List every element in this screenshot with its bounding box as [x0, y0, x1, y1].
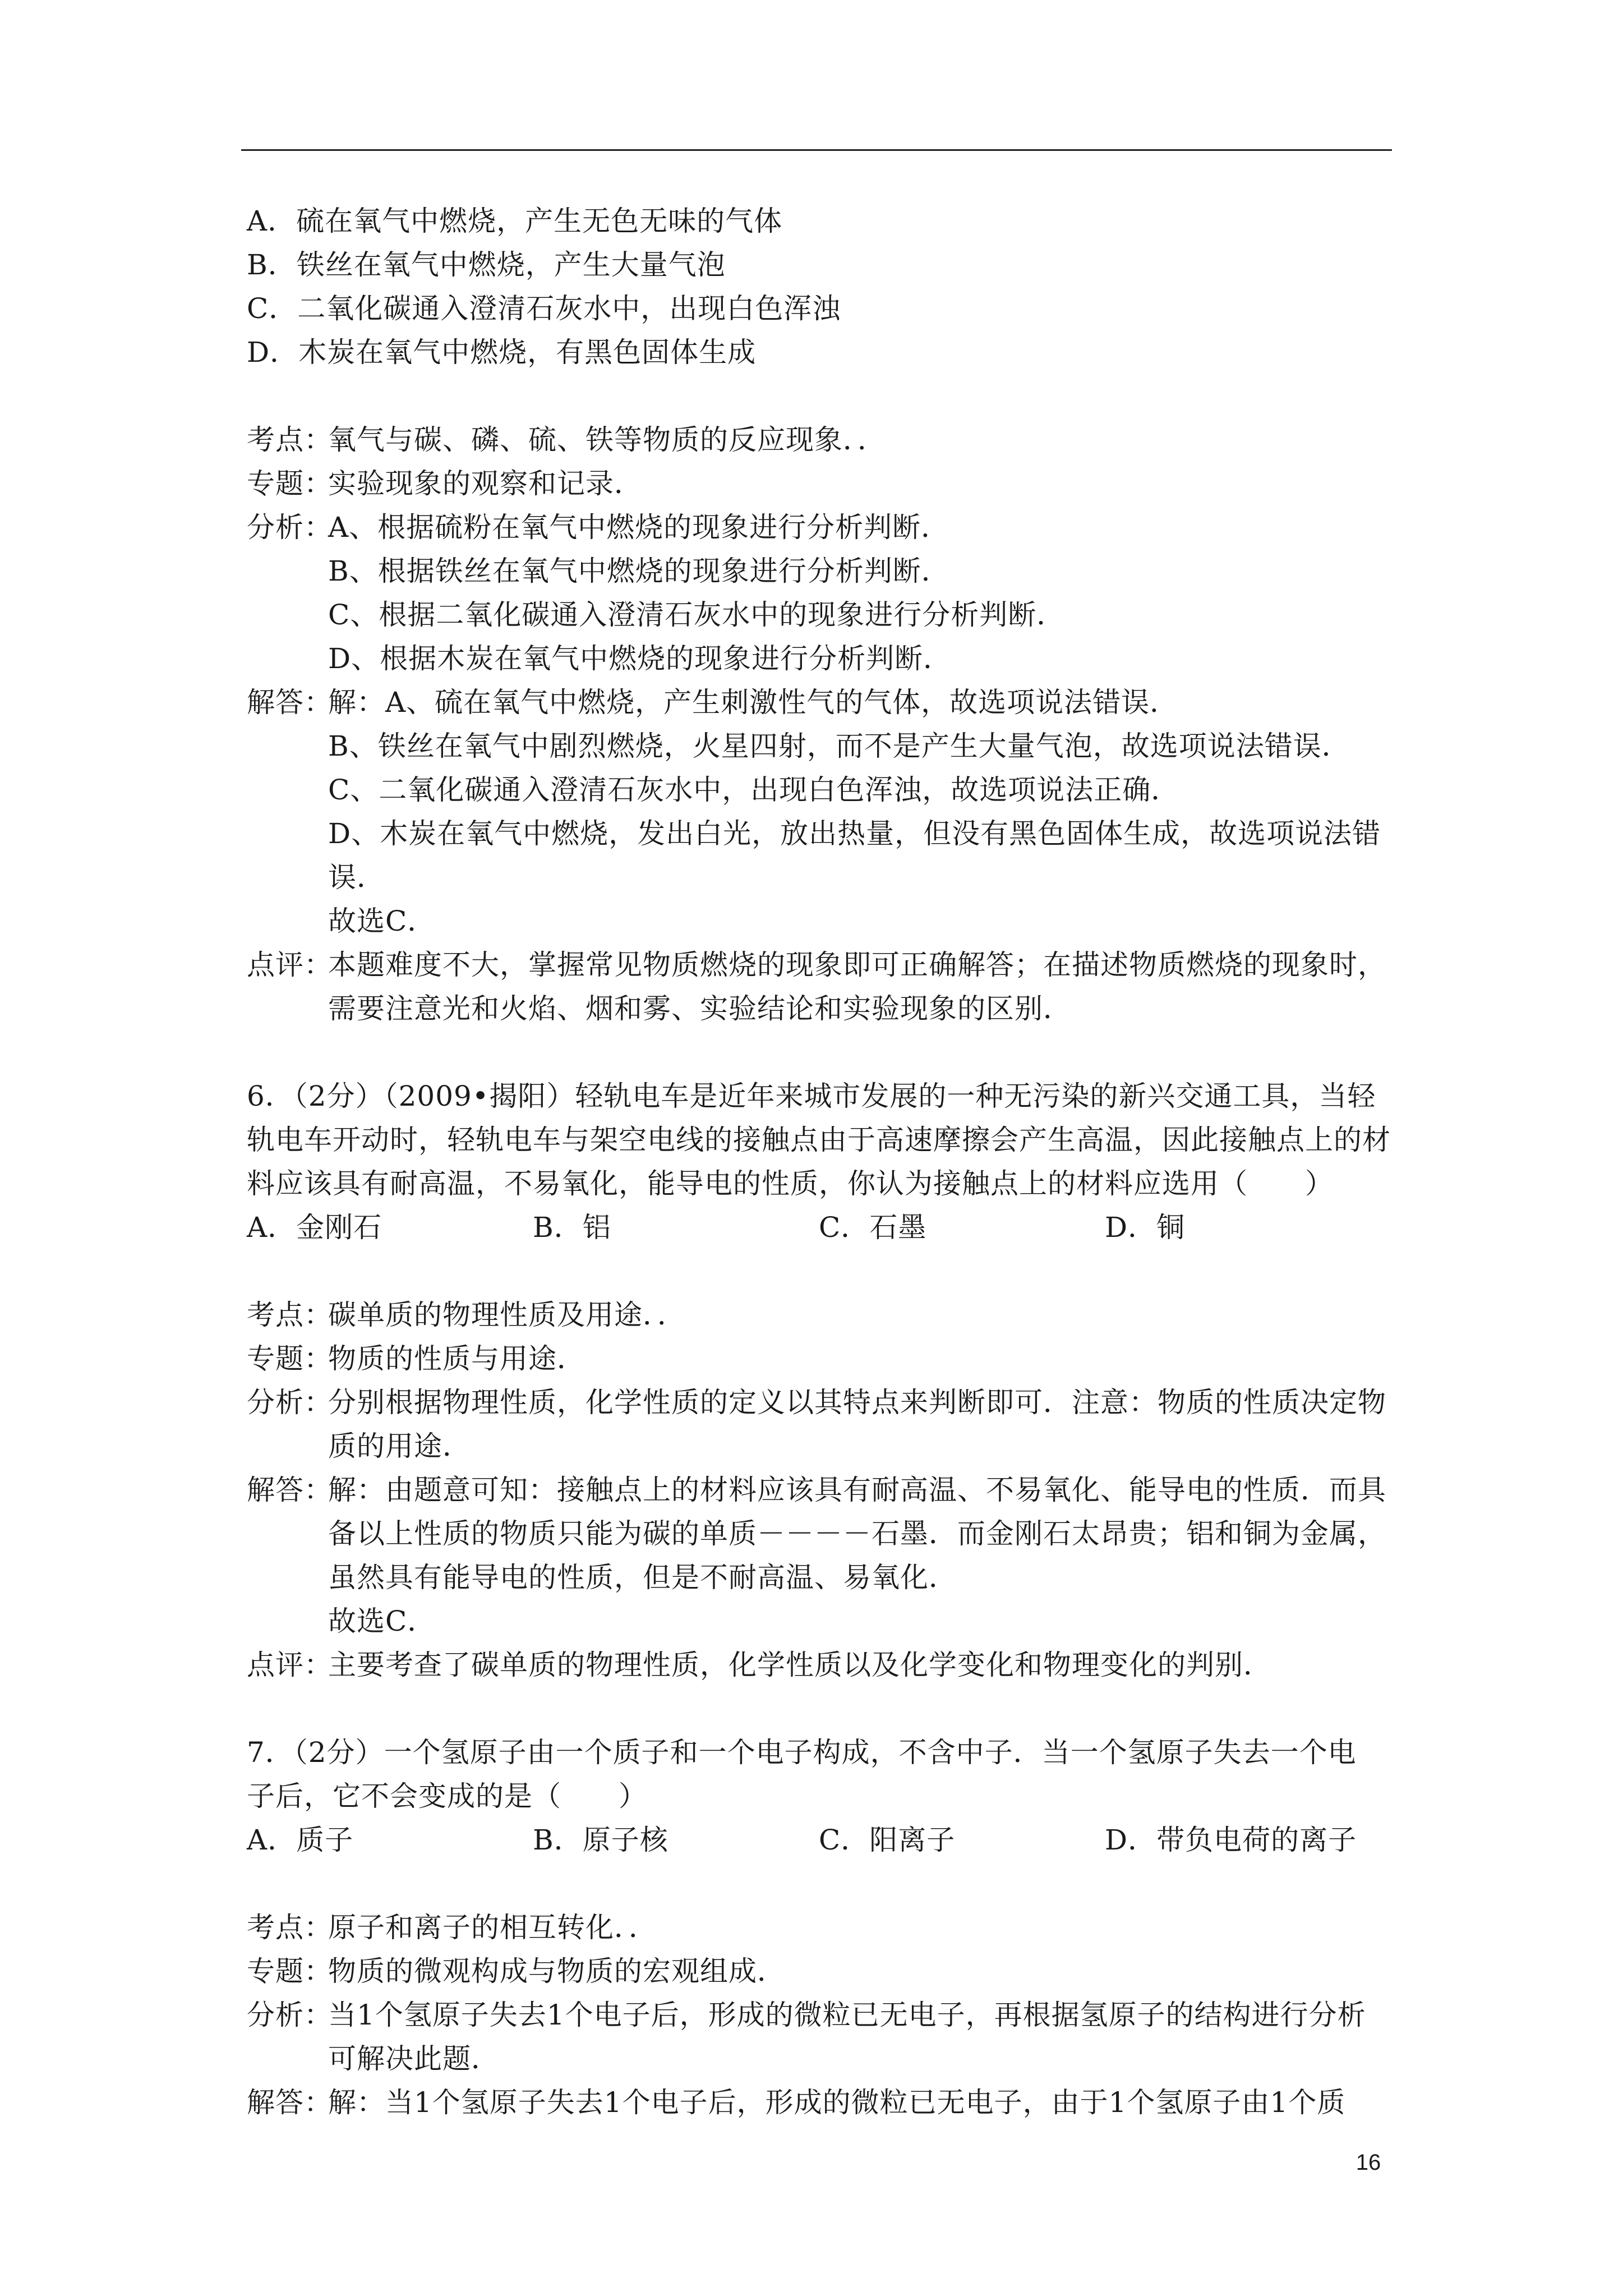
q6-option-d: D．铜 [1105, 1211, 1186, 1244]
jieda-line: B、铁丝在氧气中剧烈燃烧，火星四射，而不是产生大量气泡，故选项说法错误． [328, 730, 1350, 762]
q7-fenxi [247, 1993, 1392, 2037]
q6-option-c: C．石墨 [819, 1211, 927, 1244]
q6-fenxi [247, 1381, 1392, 1424]
q7-option-b: B．原子核 [533, 1824, 668, 1856]
q7-stem-line: 子后，它不会变成的是（ ） [247, 1780, 647, 1812]
q5-option-c: C．二氧化碳通入澄清石灰水中，出现白色浑浊 [247, 292, 841, 325]
jieda-line: 解：A、硫在氧气中燃烧，产生刺激性气的气体，故选项说法错误． [328, 686, 1179, 719]
q6-stem-line: 料应该具有耐高温，不易氧化，能导电的性质，你认为接触点上的材料应选用（ ） [247, 1167, 1334, 1200]
jieda-line: 虽然具有能导电的性质，但是不耐高温、易氧化． [328, 1561, 957, 1594]
q7-jieda [247, 2081, 1392, 2124]
fenxi-line: B、根据铁丝在氧气中燃烧的现象进行分析判断． [328, 555, 950, 587]
jieda-label: 解答： [247, 2086, 333, 2119]
spacer [247, 374, 1392, 418]
zhuanti-label: 专题： [247, 1955, 333, 1987]
spacer [247, 1862, 1392, 1906]
dianping-line: 本题难度不大，掌握常见物质燃烧的现象即可正确解答；在描述物质燃烧的现象时， [328, 949, 1386, 981]
q5-jieda [247, 680, 1392, 724]
kaodian-text: 碳单质的物理性质及用途．． [328, 1299, 686, 1331]
q7-options [247, 1818, 1392, 1862]
header-divider [241, 149, 1392, 151]
jieda-label: 解答： [247, 1474, 333, 1506]
q5-option-a: A．硫在氧气中燃烧，产生无色无味的气体 [247, 205, 783, 237]
spacer [247, 1249, 1392, 1293]
q6-stem-line: 6．（2分）（2009•揭阳）轻轨电车是近年来城市发展的一种无污染的新兴交通工具，当轻 [247, 1080, 1376, 1112]
q6-zhuanti [247, 1337, 1392, 1381]
kaodian-label: 考点： [247, 1299, 333, 1331]
jieda-line: D、木炭在氧气中燃烧，发出白光，放出热量，但没有黑色固体生成，故选项说法错 [328, 817, 1381, 850]
dianping-text: 主要考查了碳单质的物理性质，化学性质以及化学变化和物理变化的判别． [328, 1649, 1272, 1681]
kaodian-text: 原子和离子的相互转化．． [328, 1911, 657, 1944]
q6-stem-line: 轨电车开动时，轻轨电车与架空电线的接触点由于高速摩擦会产生高温，因此接触点上的材 [247, 1124, 1391, 1156]
fenxi-label: 分析： [247, 1386, 333, 1419]
jieda-line: 解：由题意可知：接触点上的材料应该具有耐高温、不易氧化、能导电的性质．而具 [328, 1474, 1386, 1506]
q6-option-a: A．金刚石 [247, 1211, 382, 1244]
fenxi-line: 分别根据物理性质，化学性质的定义以其特点来判断即可．注意：物质的性质决定物 [328, 1386, 1386, 1419]
q7-stem-line: 7．（2分）一个氢原子由一个质子和一个电子构成，不含中子．当一个氢原子失去一个电 [247, 1736, 1357, 1769]
dianping-label: 点评： [247, 949, 333, 981]
spacer [247, 1687, 1392, 1731]
zhuanti-text: 物质的微观构成与物质的宏观组成． [328, 1955, 786, 1987]
q7-option-a: A．质子 [247, 1824, 354, 1856]
q5-zhuanti [247, 462, 1392, 505]
fenxi-line: 当1个氢原子失去1个电子后，形成的微粒已无电子，再根据氢原子的结构进行分析 [328, 1999, 1366, 2031]
q6-option-b: B．铝 [533, 1211, 611, 1244]
jieda-label: 解答： [247, 686, 333, 719]
q7-kaodian [247, 1906, 1392, 1949]
fenxi-line: C、根据二氧化碳通入澄清石灰水中的现象进行分析判断． [328, 599, 1066, 631]
page-content [247, 199, 1392, 2124]
q6-dianping [247, 1643, 1392, 1687]
fenxi-line: 质的用途． [328, 1430, 471, 1462]
q6-options [247, 1205, 1392, 1249]
fenxi-line: 可解决此题． [328, 2042, 500, 2075]
fenxi-line: A、根据硫粉在氧气中燃烧的现象进行分析判断． [328, 511, 950, 544]
fenxi-line: D、根据木炭在氧气中燃烧的现象进行分析判断． [328, 642, 952, 675]
page-number: 16 [1355, 2150, 1381, 2175]
zhuanti-text: 物质的性质与用途． [328, 1342, 585, 1375]
q7-block [247, 1731, 1392, 2124]
fenxi-label: 分析： [247, 511, 333, 544]
jieda-answer: 故选C． [328, 905, 436, 937]
jieda-line: 误． [328, 861, 385, 894]
jieda-text: 解：当1个氢原子失去1个电子后，形成的微粒已无电子，由于1个氢原子由1个质 [328, 2086, 1346, 2119]
q5-fenxi [247, 505, 1392, 549]
q6-jieda [247, 1468, 1392, 1512]
fenxi-label: 分析： [247, 1999, 333, 2031]
q5-kaodian [247, 418, 1392, 462]
q5-dianping [247, 943, 1392, 987]
q6-kaodian [247, 1293, 1392, 1337]
q7-option-c: C．阳离子 [819, 1824, 956, 1856]
jieda-answer: 故选C． [328, 1605, 436, 1637]
dianping-line: 需要注意光和火焰、烟和雾、实验结论和实验现象的区别． [328, 992, 1072, 1025]
kaodian-label: 考点： [247, 1911, 333, 1944]
spacer [247, 1030, 1392, 1074]
zhuanti-label: 专题： [247, 467, 333, 500]
kaodian-text: 氧气与碳、磷、硫、铁等物质的反应现象．． [328, 424, 886, 456]
jieda-line: C、二氧化碳通入澄清石灰水中，出现白色浑浊，故选项说法正确． [328, 774, 1180, 806]
q7-zhuanti [247, 1949, 1392, 1993]
jieda-line: 备以上性质的物质只能为碳的单质－－－－石墨．而金刚石太昂贵；铝和铜为金属， [328, 1517, 1386, 1550]
dianping-label: 点评： [247, 1649, 333, 1681]
q6-block [247, 1074, 1392, 1687]
q7-option-d: D．带负电荷的离子 [1105, 1824, 1357, 1856]
kaodian-label: 考点： [247, 424, 333, 456]
zhuanti-label: 专题： [247, 1342, 333, 1375]
q5-option-d: D．木炭在氧气中燃烧，有黑色固体生成 [247, 336, 757, 369]
zhuanti-text: 实验现象的观察和记录． [328, 467, 643, 500]
q5-option-b: B．铁丝在氧气中燃烧，产生大量气泡 [247, 249, 726, 281]
q5-block [247, 199, 1392, 1030]
